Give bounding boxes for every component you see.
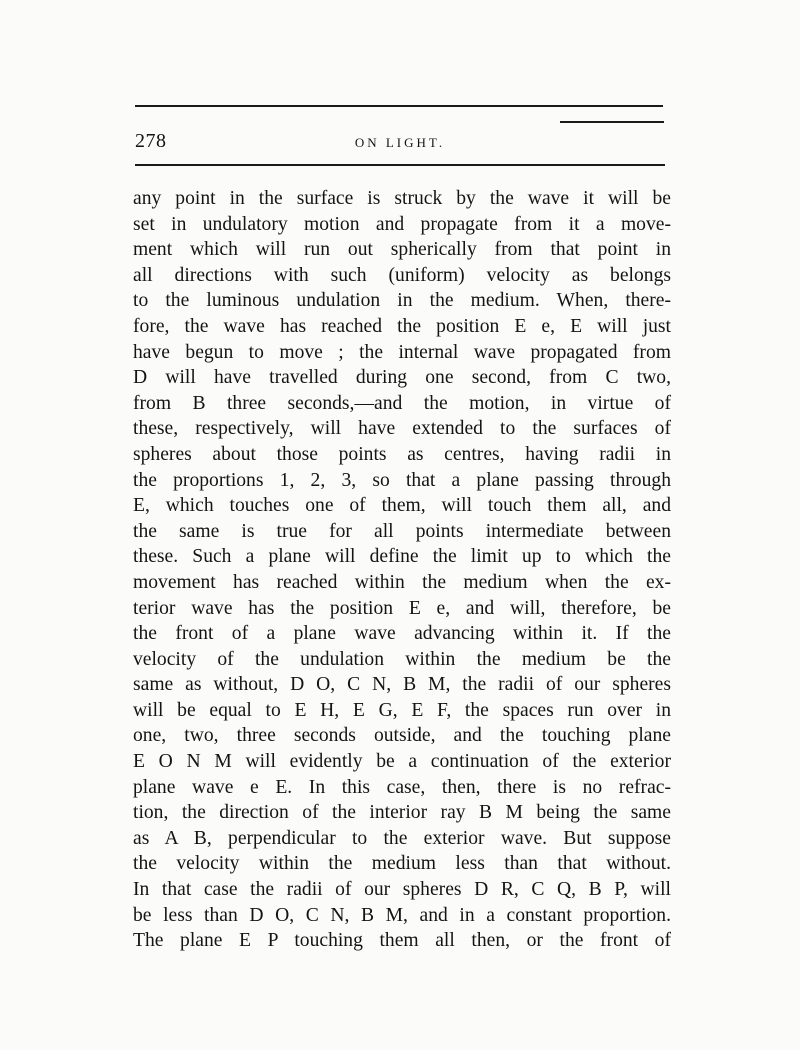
text-line: terior wave has the position E e, and will, therefore, be (133, 597, 671, 619)
text-line: ment which will run out spherically from that point in (133, 239, 671, 261)
text-line: have begun to move ; the internal wave propagated from (133, 341, 671, 363)
text-line: D will have travelled during one second, from C two, (133, 367, 671, 389)
text-line: movement has reached within the medium when the ex- (133, 571, 671, 593)
text-line: plane wave e E. In this case, then, there is no refrac- (133, 776, 671, 798)
text-line: In that case the radii of our spheres D R, C Q, B P, will (133, 879, 671, 901)
body-text (133, 186, 671, 954)
text-line: the front of a plane wave advancing within it. If the (133, 623, 671, 645)
text-line: spheres about those points as centres, having radii in (133, 443, 671, 465)
text-line: as A B, perpendicular to the exterior wave. But suppose (133, 827, 671, 849)
text-line: the proportions 1, 2, 3, so that a plane passing through (133, 469, 671, 491)
text-line: to the luminous undulation in the medium. When, there- (133, 290, 671, 312)
text-line: from B three seconds,—and the motion, in virtue of (133, 392, 671, 414)
text-line: these, respectively, will have extended to the surfaces of (133, 418, 671, 440)
text-line: tion, the direction of the interior ray B M being the same (133, 802, 671, 824)
header-rule-bottom (135, 164, 665, 166)
text-line: The plane E P touching them all then, or the front of (133, 930, 671, 952)
text-line: same as without, D O, C N, B M, the radii of our spheres (133, 674, 671, 696)
page-header (135, 130, 665, 158)
text-line: the velocity within the medium less than that without. (133, 853, 671, 875)
text-line: fore, the wave has reached the position E e, E will just (133, 315, 671, 337)
running-head: ON LIGHT. (354, 135, 446, 150)
header-rule-top (135, 105, 663, 107)
text-line: velocity of the undulation within the medium be the (133, 648, 671, 670)
text-line: these. Such a plane will define the limit up to which the (133, 546, 671, 568)
text-line: all directions with such (uniform) velocity as belongs (133, 264, 671, 286)
header-rule-top-short (560, 121, 664, 123)
text-line: be less than D O, C N, B M, and in a constant proportion. (133, 904, 671, 926)
text-line: the same is true for all points intermediate between (133, 520, 671, 542)
text-line: E, which touches one of them, will touch them all, and (133, 495, 671, 517)
text-line: set in undulatory motion and propagate from it a move- (133, 213, 671, 235)
text-line: one, two, three seconds outside, and the touching plane (133, 725, 671, 747)
text-line: E O N M will evidently be a continuation of the exterior (133, 751, 671, 773)
page-number: 278 (135, 130, 167, 152)
text-line: any point in the surface is struck by the wave it will be (133, 188, 671, 209)
text-line: will be equal to E H, E G, E F, the spaces run over in (133, 699, 671, 721)
